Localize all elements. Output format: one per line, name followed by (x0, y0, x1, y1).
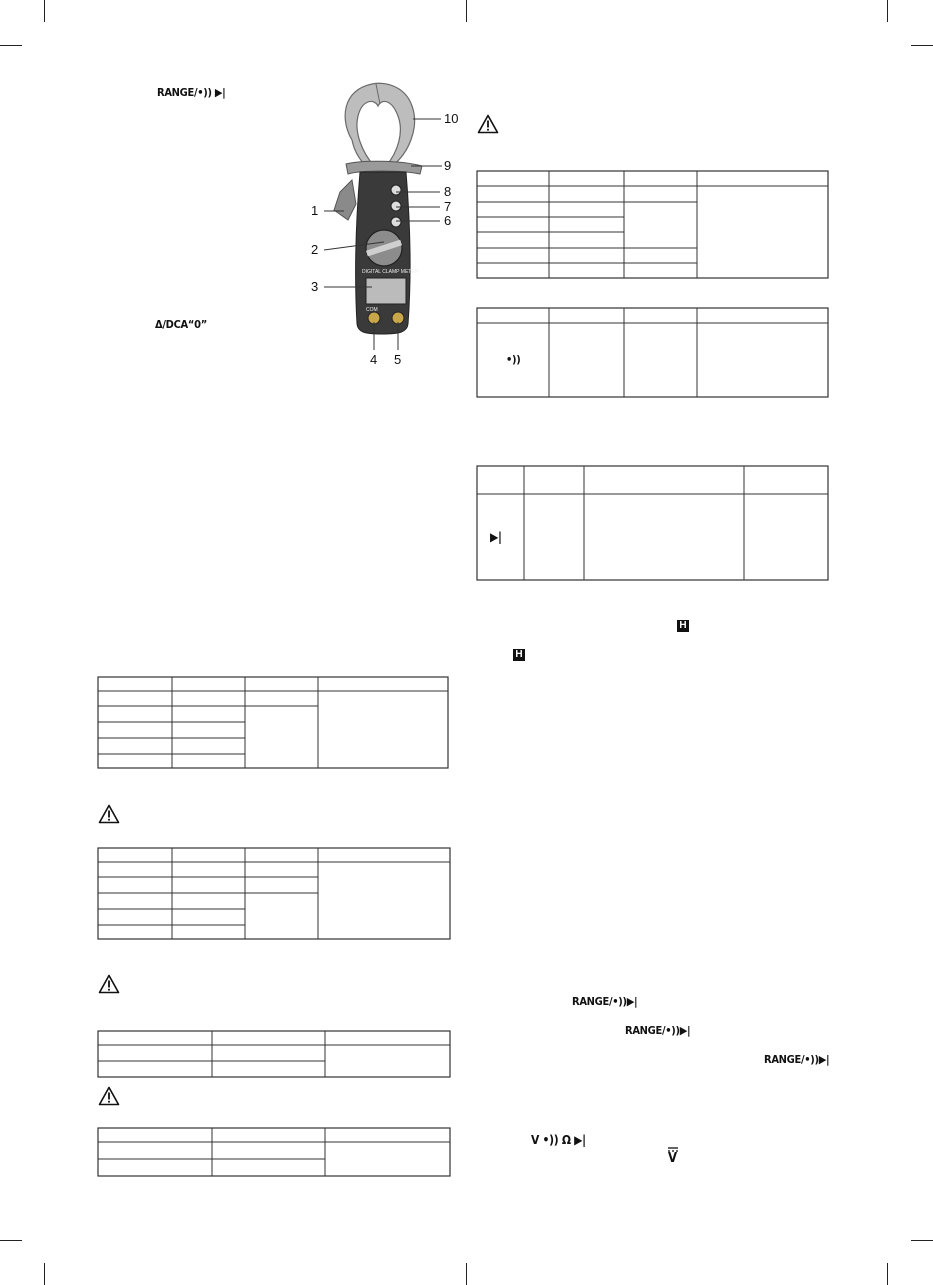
spec-table-2 (97, 847, 451, 941)
callout-9: 9 (444, 158, 452, 173)
spec-table-5 (476, 170, 829, 280)
diode-table (476, 465, 829, 582)
callout-10: 10 (444, 111, 459, 126)
callout-8: 8 (444, 184, 452, 199)
diode-symbol: ▶| (490, 530, 502, 544)
range-button-symbol: RANGE/•))▶| (572, 995, 638, 1008)
spec-table-3 (97, 1030, 451, 1078)
spec-table-1 (97, 676, 449, 770)
callout-5: 5 (394, 352, 402, 367)
continuity-symbol: •)) (506, 353, 521, 366)
meter-com-label: COM (366, 307, 378, 313)
range-button-symbol: RANGE/•)) ▶| (157, 86, 226, 99)
warning-triangle-icon (98, 974, 120, 994)
callout-1: 1 (311, 203, 319, 218)
continuity-table (476, 307, 829, 399)
mode-symbols: V •)) Ω ▶| (531, 1133, 586, 1147)
range-button-symbol: RANGE/•))▶| (764, 1053, 830, 1066)
meter-display-label: DIGITAL CLAMP METER (362, 269, 419, 275)
callout-7: 7 (444, 199, 452, 214)
callout-4: 4 (370, 352, 378, 367)
warning-triangle-icon (98, 804, 120, 824)
warning-triangle-icon (477, 114, 499, 134)
dc-volt-letter: V (668, 1151, 677, 1166)
hold-icon: H (677, 620, 689, 632)
callout-6: 6 (444, 213, 452, 228)
spec-table-4 (97, 1127, 451, 1177)
hold-icon: H (513, 649, 525, 661)
callout-3: 3 (311, 279, 319, 294)
callout-2: 2 (311, 242, 319, 257)
delta-dca-zero-symbol: Δ/DCA“0” (155, 318, 207, 331)
warning-triangle-icon (98, 1086, 120, 1106)
range-button-symbol: RANGE/•))▶| (625, 1024, 691, 1037)
